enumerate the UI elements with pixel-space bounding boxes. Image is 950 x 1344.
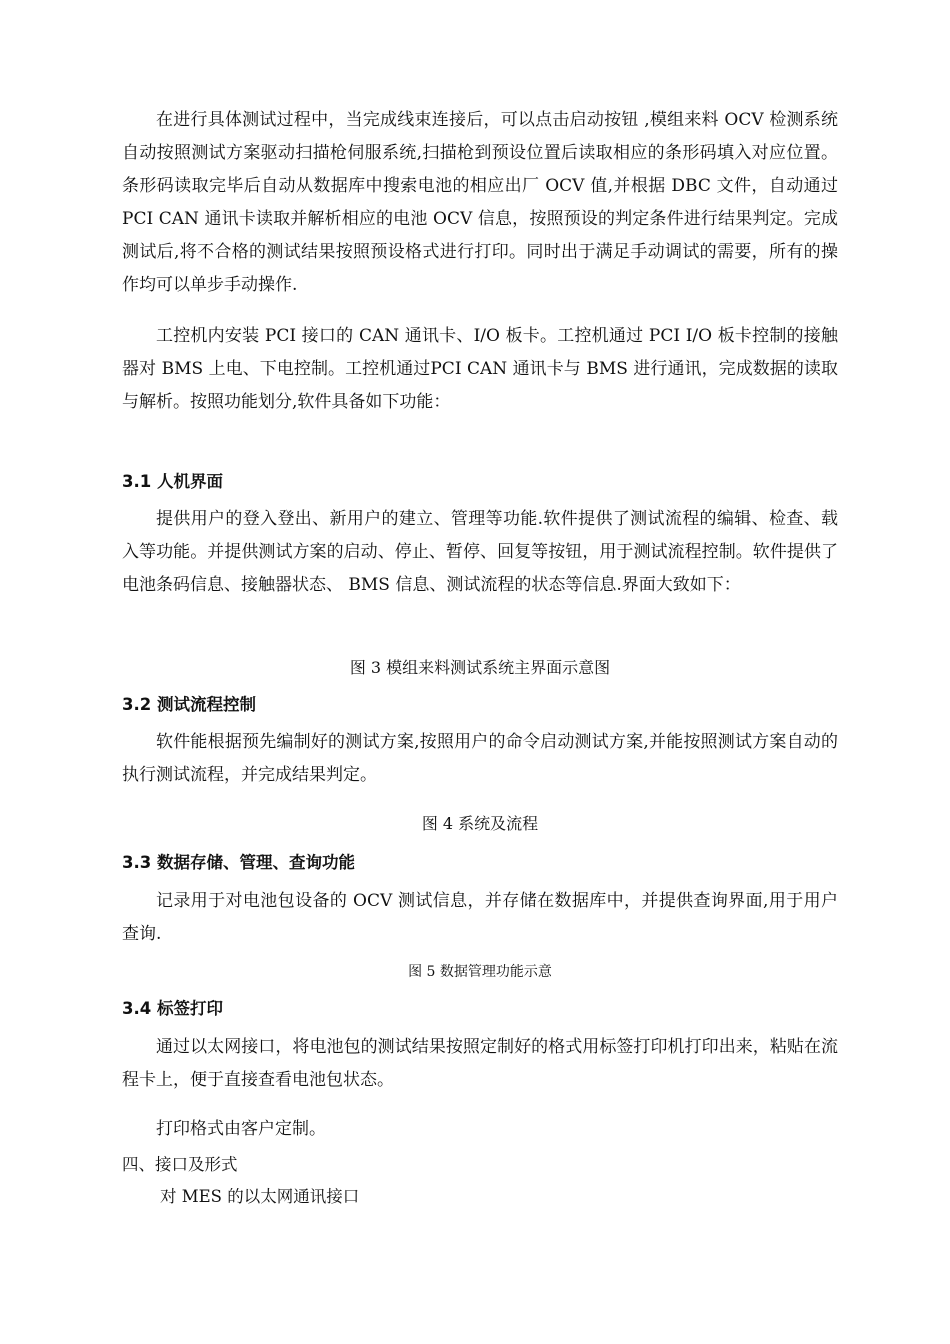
heading-3-1: 3.1 人机界面 — [122, 472, 223, 491]
paragraph-data-storage: 记录用于对电池包设备的 OCV 测试信息，并存储在数据库中，并提供查询界面,用于用户查询. — [122, 891, 838, 944]
caption-figure-3: 图 3 模组来料测试系统主界面示意图 — [349, 658, 611, 677]
caption-figure-4: 图 4 系统及流程 — [421, 814, 539, 833]
caption-figure-5: 图 5 数据管理功能示意 — [408, 964, 552, 980]
heading-3-4: 3.4 标签打印 — [122, 999, 223, 1018]
paragraph-ipc-hardware: 工控机内安装 PCI 接口的 CAN 通讯卡、I/O 板卡。工控机通过 PCI I/O 板卡控制的接触器对 BMS 上电、下电控制。工控机通过PCI CAN 通讯卡与 BMS 进行通讯，完成数据的读取与解析。按照功能划分,软件具备如下功能： — [122, 326, 838, 412]
heading-3-3: 3.3 数据存储、管理、查询功能 — [122, 853, 355, 872]
paragraph-label-printing: 通过以太网接口，将电池包的测试结果按照定制好的格式用标签打印机打印出来，粘贴在流程卡上，便于直接查看电池包状态。 — [122, 1037, 838, 1090]
heading-section-4: 四、接口及形式 — [122, 1155, 238, 1174]
interface-item-mes: 对 MES 的以太网通讯接口 — [160, 1187, 360, 1206]
paragraph-print-format: 打印格式由客户定制。 — [156, 1119, 326, 1139]
paragraph-hmi: 提供用户的登入登出、新用户的建立、管理等功能.软件提供了测试流程的编辑、检查、载入等功能。并提供测试方案的启动、停止、暂停、回复等按钮，用于测试流程控制。软件提供了电池条码信息、接触器状态、 BMS 信息、测试流程的状态等信息.界面大致如下： — [122, 509, 838, 595]
paragraph-flow-control: 软件能根据预先编制好的测试方案,按照用户的命令启动测试方案,并能按照测试方案自动的执行测试流程，并完成结果判定。 — [122, 732, 838, 785]
heading-3-2: 3.2 测试流程控制 — [122, 695, 256, 714]
paragraph-test-process: 在进行具体测试过程中，当完成线束连接后，可以点击启动按钮 ,模组来料 OCV 检测系统自动按照测试方案驱动扫描枪伺服系统,扫描枪到预设位置后读取相应的条形码填入对应位置。条形码读取完毕后自动从数据库中搜索电池的相应出厂 OCV 值,并根据 DBC 文件，自动通过 PCI CAN 通讯卡读取并解析相应的电池 OCV 信息，按照预设的判定条件进行结果判定。完成测试后,将不合格的测试结果按照预设格式进行打印。同时出于满足手动调试的需要，所有的操作均可以单步手动操作. — [122, 110, 838, 295]
